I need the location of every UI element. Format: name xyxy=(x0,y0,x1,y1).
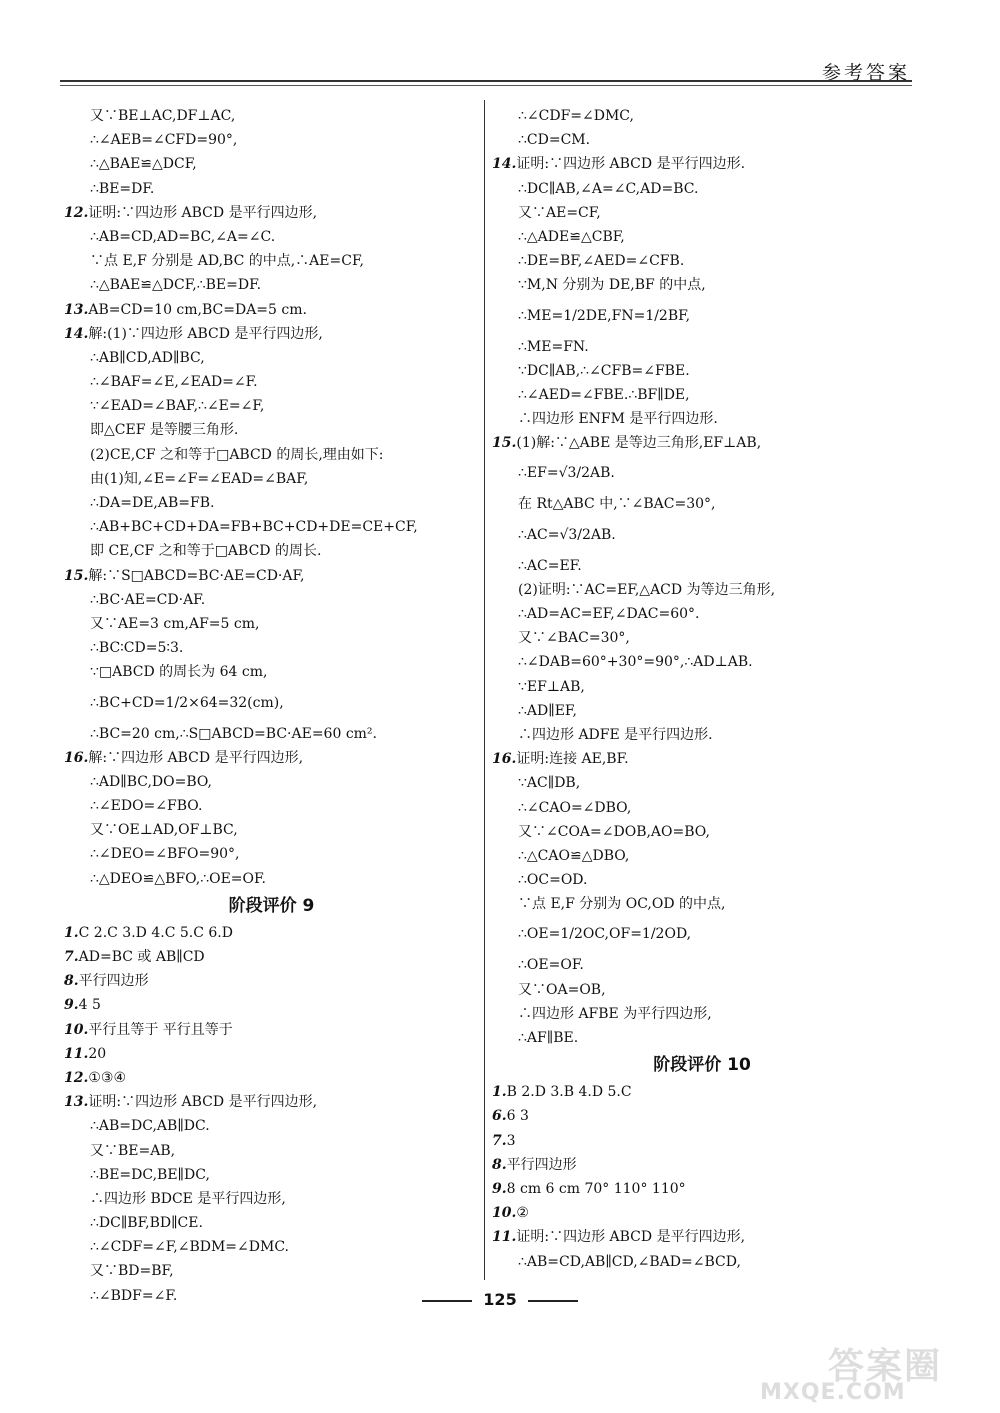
answer-text: 又∵∠BAC=30°, xyxy=(518,630,630,647)
answer-line xyxy=(64,921,479,945)
answer-line xyxy=(492,1153,912,1177)
answer-line xyxy=(64,1139,479,1163)
question-number: 1. xyxy=(492,1084,507,1101)
answer-line xyxy=(64,128,479,152)
question-number: 11. xyxy=(64,1045,89,1062)
answer-line xyxy=(64,770,479,794)
answer-text: ∴AB+BC+CD+DA=FB+BC+CD+DE=CE+CF, xyxy=(90,519,418,536)
answer-text: 即 CE,CF 之和等于□ABCD 的周长. xyxy=(90,543,322,560)
answer-line xyxy=(492,128,912,152)
answer-line xyxy=(492,383,912,407)
answer-line xyxy=(492,747,912,771)
answer-line xyxy=(492,177,912,201)
left-column xyxy=(64,104,479,1308)
answer-text: ∴四边形 ADFE 是平行四边形. xyxy=(518,726,713,743)
answer-text: ∴DA=DE,AB=FB. xyxy=(90,495,215,511)
question-number: 14. xyxy=(64,325,89,342)
answer-text: ∵DC∥AB,∴∠CFB=∠FBE. xyxy=(518,362,690,379)
answer-line xyxy=(492,298,912,335)
answer-line xyxy=(492,1026,912,1050)
question-number: 6. xyxy=(492,1108,507,1125)
answer-line xyxy=(64,1066,479,1090)
answer-text: 证明:连接 AE,BF. xyxy=(516,751,629,768)
answer-line xyxy=(64,152,479,176)
footer-ornament-right xyxy=(528,1300,578,1302)
answer-text: ①③④ xyxy=(88,1069,127,1086)
question-number: 7. xyxy=(64,949,79,965)
answer-line xyxy=(64,491,479,515)
answer-line xyxy=(64,177,479,201)
answer-line xyxy=(64,104,479,128)
question-number: 15. xyxy=(492,435,517,452)
answer-line xyxy=(64,636,479,660)
column-divider xyxy=(484,100,485,1280)
answer-text: 解:∵S□ABCD=BC·AE=CD·AF, xyxy=(88,567,305,584)
answer-text: 在 Rt△ABC 中,∵∠BAC=30°, xyxy=(518,496,716,513)
question-number: 15. xyxy=(64,567,89,584)
answer-line xyxy=(64,660,479,684)
answer-line xyxy=(64,443,479,467)
answer-line xyxy=(64,993,479,1017)
answer-text: 又∵BE=AB, xyxy=(90,1142,176,1159)
answer-line xyxy=(64,1042,479,1066)
answer-line xyxy=(492,796,912,820)
question-number: 8. xyxy=(64,973,79,990)
answer-text: 又∵OA=OB, xyxy=(518,981,606,998)
answer-line xyxy=(64,515,479,539)
answer-line xyxy=(492,152,912,176)
answer-text: ∴EF=√3/2AB. xyxy=(518,465,615,482)
section-heading xyxy=(492,1050,912,1080)
answer-line xyxy=(64,1163,479,1187)
answer-line xyxy=(492,723,912,747)
answer-text: ∴BC·AE=CD·AF. xyxy=(90,591,206,608)
answer-text: ∴∠BAF=∠E,∠EAD=∠F. xyxy=(90,374,258,391)
answer-line xyxy=(492,675,912,699)
answer-text: ∴∠EDO=∠FBO. xyxy=(90,798,203,815)
answer-text: ∴CD=CM. xyxy=(518,132,591,149)
question-number: 16. xyxy=(492,751,517,768)
answer-line xyxy=(492,978,912,1002)
header-rule-thin xyxy=(60,85,912,86)
answer-text: ∴AB∥CD,AD∥BC, xyxy=(90,349,205,366)
answer-line xyxy=(492,1177,912,1201)
answer-text: 证明:∵四边形 ABCD 是平行四边形, xyxy=(88,1094,318,1111)
question-number: 8. xyxy=(492,1156,507,1173)
answer-text: 又∵AE=3 cm,AF=5 cm, xyxy=(90,615,260,632)
answer-line xyxy=(64,1187,479,1211)
answer-line xyxy=(64,564,479,588)
answer-text: ∴ME=1/2DE,FN=1/2BF, xyxy=(518,307,691,324)
question-number: 9. xyxy=(492,1180,507,1197)
answer-text: 又∵BD=BF, xyxy=(90,1263,174,1280)
answer-text: 证明:∵四边形 ABCD 是平行四边形, xyxy=(516,1229,746,1246)
answer-text: 平行四边形 xyxy=(506,1156,577,1173)
answer-text: ∴∠CDF=∠DMC, xyxy=(518,108,634,124)
answer-line xyxy=(492,104,912,128)
answer-text: ∴AB=CD,AD=BC,∠A=∠C. xyxy=(90,228,276,245)
answer-text: ∴AC=√3/2AB. xyxy=(518,526,616,543)
answer-text: ∴AB=CD,AB∥CD,∠BAD=∠BCD, xyxy=(518,1253,741,1270)
answer-text: (2)证明:∵AC=EF,△ACD 为等边三角形, xyxy=(518,581,776,598)
answer-text: ∵EF⊥AB, xyxy=(518,678,585,695)
answer-text: ∵点 E,F 分别为 OC,OD 的中点, xyxy=(518,896,726,913)
answer-text: 又∵AE=CF, xyxy=(518,204,601,221)
answer-line xyxy=(492,650,912,674)
answer-text: ∴四边形 ENFM 是平行四边形. xyxy=(518,411,718,428)
answer-text: ∴△BAE≌△DCF,∴BE=DF. xyxy=(90,277,262,294)
answer-line xyxy=(64,722,479,746)
answer-line xyxy=(492,1250,912,1274)
answer-line xyxy=(64,867,479,891)
answer-text: ∴∠DAB=60°+30°=90°,∴AD⊥AB. xyxy=(518,654,753,671)
answer-text: AD=BC 或 AB∥CD xyxy=(78,949,205,965)
answer-line xyxy=(64,273,479,297)
answer-line xyxy=(492,1080,912,1104)
answer-line xyxy=(64,467,479,491)
answer-line xyxy=(492,201,912,225)
page-footer xyxy=(0,1287,1000,1309)
question-number: 16. xyxy=(64,749,89,766)
answer-text: ∴△BAE≌△DCF, xyxy=(90,156,197,173)
answer-text: ∴∠AED=∠FBE.∴BF∥DE, xyxy=(518,386,690,403)
answer-line xyxy=(64,370,479,394)
answer-line xyxy=(492,1129,912,1153)
question-number: 10. xyxy=(492,1205,517,1222)
answer-line xyxy=(64,418,479,442)
answer-text: 平行且等于 平行且等于 xyxy=(88,1021,233,1038)
section-title: 阶段评价 9 xyxy=(228,895,315,916)
answer-text: ∴BC+CD=1/2×64=32(cm), xyxy=(90,694,284,711)
right-column xyxy=(492,104,912,1274)
answer-text: 3 xyxy=(506,1132,516,1149)
header-title: 参考答案 xyxy=(821,62,910,84)
answer-line xyxy=(492,1104,912,1128)
answer-text: ∴BE=DF. xyxy=(90,180,155,197)
answer-text: 4 5 xyxy=(78,997,101,1014)
answer-text: 20 xyxy=(88,1045,107,1062)
answer-line xyxy=(64,969,479,993)
answer-text: ∵M,N 分别为 DE,BF 的中点, xyxy=(518,277,706,294)
answer-text: ∵AC∥DB, xyxy=(518,775,581,792)
question-number: 11. xyxy=(492,1229,517,1246)
answer-line xyxy=(492,431,912,455)
answer-text: ∴BE=DC,BE∥DC, xyxy=(90,1166,210,1183)
answer-text: ∴AD∥EF, xyxy=(518,702,577,719)
answer-text: ∴DC∥BF,BD∥CE. xyxy=(90,1215,203,1232)
answer-text: ∴AD∥BC,DO=BO, xyxy=(90,773,213,790)
section-heading xyxy=(64,891,479,921)
answer-text: ∴DE=BF,∠AED=∠CFB. xyxy=(518,253,685,270)
section-title: 阶段评价 10 xyxy=(653,1055,751,1076)
answer-line xyxy=(492,953,912,977)
answer-text: B 2.D 3.B 4.D 5.C xyxy=(506,1084,632,1101)
answer-text: 6 3 xyxy=(506,1108,529,1125)
answer-line xyxy=(492,225,912,249)
answer-line xyxy=(64,539,479,563)
question-number: 10. xyxy=(64,1021,89,1038)
watermark-site: MXQE.COM xyxy=(760,1380,906,1405)
answer-text: ∴AF∥BE. xyxy=(518,1030,579,1046)
answer-text: 又∵∠COA=∠DOB,AO=BO, xyxy=(518,823,710,840)
answer-line xyxy=(492,1225,912,1249)
answer-line xyxy=(492,868,912,892)
answer-line xyxy=(492,602,912,626)
answer-text: 证明:∵四边形 ABCD 是平行四边形, xyxy=(88,204,318,221)
answer-line xyxy=(64,346,479,370)
answer-line xyxy=(64,201,479,225)
answer-line xyxy=(492,1201,912,1225)
answer-text: ∴AB=DC,AB∥DC. xyxy=(90,1118,210,1135)
answer-line xyxy=(64,1114,479,1138)
answer-text: ∴∠CDF=∠F,∠BDM=∠DMC. xyxy=(90,1239,289,1256)
answer-line xyxy=(492,844,912,868)
answer-line xyxy=(64,588,479,612)
answer-text: ∴△DEO≌△BFO,∴OE=OF. xyxy=(90,870,266,887)
header-rule xyxy=(60,80,912,82)
answer-line xyxy=(492,455,912,492)
watermark xyxy=(740,1338,980,1408)
answer-text: ∵点 E,F 分别是 AD,BC 的中点,∴AE=CF, xyxy=(90,253,364,270)
answer-text: (2)CE,CF 之和等于□ABCD 的周长,理由如下: xyxy=(90,446,384,463)
answer-line xyxy=(492,1002,912,1026)
answer-line xyxy=(492,892,912,916)
answer-line xyxy=(64,249,479,273)
answer-line xyxy=(492,359,912,383)
answer-text: ∴四边形 AFBE 为平行四边形, xyxy=(518,1005,712,1022)
answer-text: C 2.C 3.D 4.C 5.C 6.D xyxy=(78,924,233,941)
watermark-logo: 答案圈 xyxy=(828,1346,943,1387)
answer-line xyxy=(64,1090,479,1114)
answer-text: ∴△ADE≌△CBF, xyxy=(518,228,625,245)
answer-text: ∴ME=FN. xyxy=(518,338,589,355)
answer-text: ∴DC∥AB,∠A=∠C,AD=BC. xyxy=(518,180,699,197)
answer-text: ∴OE=1/2OC,OF=1/2OD, xyxy=(518,926,692,943)
answer-text: ∴∠BDF=∠F. xyxy=(90,1287,178,1304)
answer-line xyxy=(64,298,479,322)
answer-line xyxy=(64,842,479,866)
answer-text: 8 cm 6 cm 70° 110° 110° xyxy=(506,1180,686,1197)
answer-text: ∴AC=EF. xyxy=(518,557,582,574)
answer-text: ② xyxy=(516,1205,529,1222)
answer-text: ∴∠CAO=∠DBO, xyxy=(518,799,632,816)
question-number: 13. xyxy=(64,301,89,318)
answer-line xyxy=(492,771,912,795)
answer-text: ∴OE=OF. xyxy=(518,957,584,974)
answer-text: 解:(1)∵四边形 ABCD 是平行四边形, xyxy=(88,325,323,342)
answer-line xyxy=(64,1211,479,1235)
question-number: 12. xyxy=(64,1069,89,1086)
answer-text: ∴△CAO≌△DBO, xyxy=(518,847,630,864)
answer-text: ∴∠DEO=∠BFO=90°, xyxy=(90,846,240,863)
question-number: 14. xyxy=(492,156,517,173)
answer-line xyxy=(64,794,479,818)
answer-line xyxy=(492,492,912,516)
answer-line xyxy=(492,820,912,844)
answer-line xyxy=(64,322,479,346)
answer-line xyxy=(492,517,912,554)
answer-text: ∴四边形 BDCE 是平行四边形, xyxy=(90,1190,286,1207)
answer-text: ∵□ABCD 的周长为 64 cm, xyxy=(90,664,268,681)
answer-line xyxy=(64,612,479,636)
answer-line xyxy=(492,335,912,359)
answer-text: 证明:∵四边形 ABCD 是平行四边形. xyxy=(516,156,746,173)
answer-text: ∴BC=20 cm,∴S□ABCD=BC·AE=60 cm². xyxy=(90,725,377,742)
answer-text: 由(1)知,∠E=∠F=∠EAD=∠BAF, xyxy=(90,470,309,487)
page-number: 125 xyxy=(483,1290,517,1309)
answer-line xyxy=(492,626,912,650)
answer-text: (1)解:∵△ABE 是等边三角形,EF⊥AB, xyxy=(516,435,762,452)
answer-line xyxy=(64,1259,479,1283)
answer-text: 解:∵四边形 ABCD 是平行四边形, xyxy=(88,749,304,766)
question-number: 12. xyxy=(64,204,89,221)
answer-line xyxy=(64,394,479,418)
answer-line xyxy=(64,1235,479,1259)
answer-text: 又∵OE⊥AD,OF⊥BC, xyxy=(90,822,238,839)
answer-line xyxy=(64,945,479,969)
question-number: 9. xyxy=(64,997,79,1014)
answer-text: ∴AD=AC=EF,∠DAC=60°. xyxy=(518,606,700,622)
answer-line xyxy=(492,273,912,297)
answer-text: 即△CEF 是等腰三角形. xyxy=(90,422,239,439)
answer-line xyxy=(492,249,912,273)
answer-line xyxy=(64,685,479,722)
question-number: 13. xyxy=(64,1094,89,1111)
page-header xyxy=(60,58,910,88)
answer-line xyxy=(492,407,912,431)
footer-ornament-left xyxy=(422,1300,472,1302)
answer-line xyxy=(64,746,479,770)
answer-line xyxy=(492,916,912,953)
answer-text: ∴OC=OD. xyxy=(518,872,588,889)
answer-text: ∵∠EAD=∠BAF,∴∠E=∠F, xyxy=(90,398,265,415)
question-number: 7. xyxy=(492,1132,507,1149)
answer-text: 又∵BE⊥AC,DF⊥AC, xyxy=(90,108,236,124)
question-number: 1. xyxy=(64,924,79,941)
answer-text: ∴∠AEB=∠CFD=90°, xyxy=(90,132,238,149)
answer-text: AB=CD=10 cm,BC=DA=5 cm. xyxy=(88,301,307,318)
answer-line xyxy=(492,699,912,723)
answer-line xyxy=(492,578,912,602)
answer-line xyxy=(64,1018,479,1042)
answer-line xyxy=(492,554,912,578)
answer-line xyxy=(64,225,479,249)
answer-text: 平行四边形 xyxy=(78,973,149,990)
answer-line xyxy=(64,818,479,842)
answer-text: ∴BC∶CD=5∶3. xyxy=(90,640,184,657)
